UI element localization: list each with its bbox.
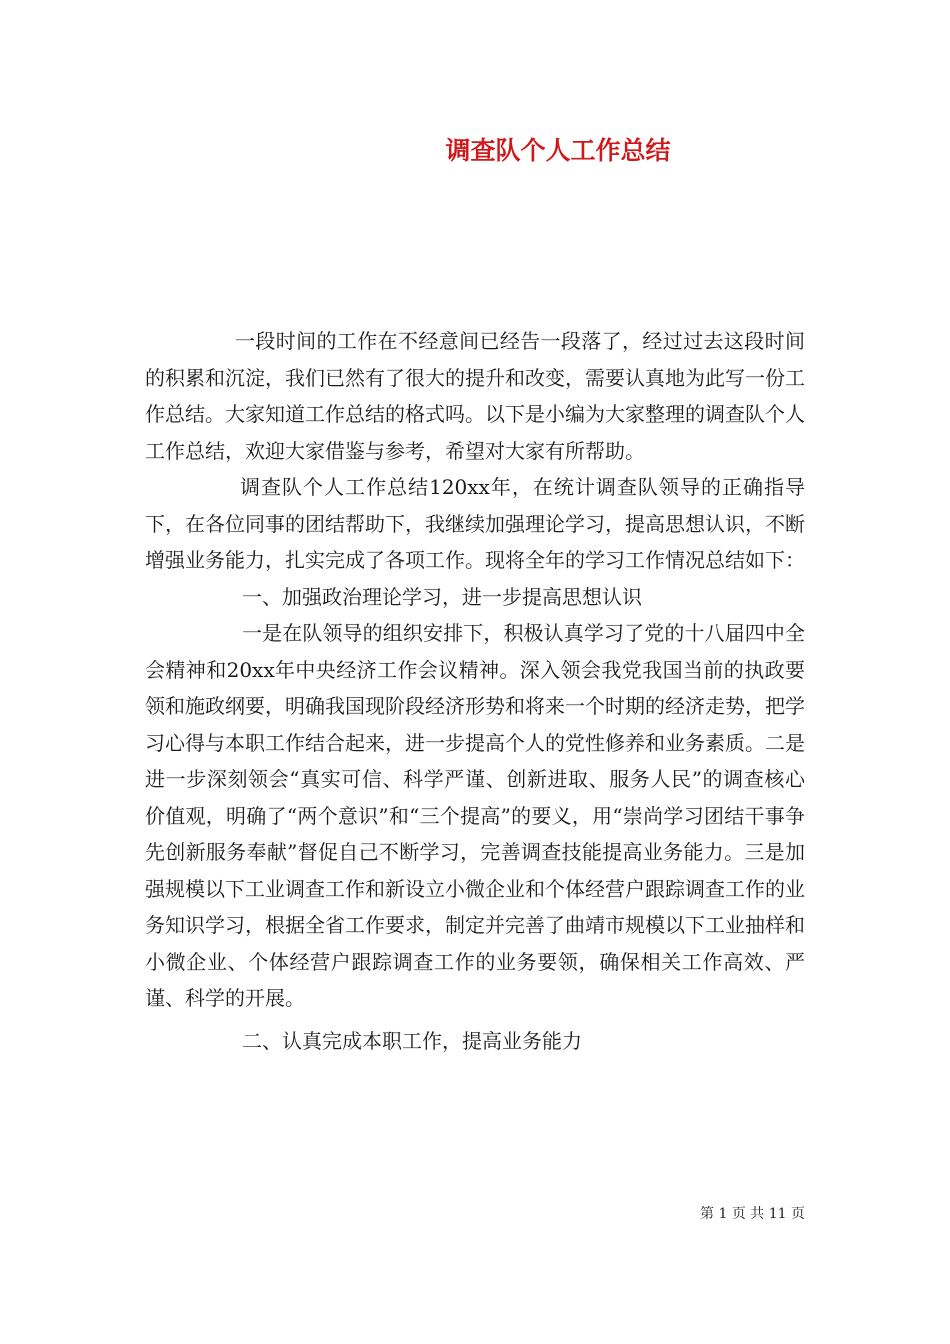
paragraph-section-1: 一是在队领导的组织安排下，积极认真学习了党的十八届四中全会精神和20xx年中央经济工作会议精神。深入领会我党我国当前的执政要领和施政纲要，明确我国现阶段经济形势和将来一个时期的经济走势，把学习心得与本职工作结合起来，进一步提高个人的党性修养和业务素质。二是进一步深刻领会“真实可信、科学严谨、创新进取、服务人民”的调查核心价值观，明确了“两个意识”和“三个提高”的要义，用“崇尚学习团结干事争先创新服务奉献”督促自己不断学习，完善调查技能提高业务能力。三是加强规模以下工业调查工作和新设立小微企业和个体经营户跟踪调查工作的业务知识学习，根据全省工作要求，制定并完善了曲靖市规模以下工业抽样和小微企业、个体经营户跟踪调查工作的业务要领，确保相关工作高效、严谨、科学的开展。 [145,621,805,1010]
paragraph-overview: 调查队个人工作总结120xx年，在统计调查队领导的正确指导下，在各位同事的团结帮助下，我继续加强理论学习，提高思想认识，不断增强业务能力，扎实完成了各项工作。现将全年的学习工作情况总结如下： [145,475,805,572]
document-body [145,323,805,1059]
document-title: 调查队个人工作总结 [445,136,671,165]
section-heading-1: 一、加强政治理论学习，进一步提高思想认识 [242,584,642,609]
page-number: 第 1 页 共 11 页 [700,1206,805,1222]
paragraph-intro: 一段时间的工作在不经意间已经告一段落了，经过过去这段时间的积累和沉淀，我们已然有了很大的提升和改变，需要认真地为此写一份工作总结。大家知道工作总结的格式吗。以下是小编为大家整理的调查队个人工作总结，欢迎大家借鉴与参考，希望对大家有所帮助。 [145,329,805,463]
section-heading-2: 二、认真完成本职工作，提高业务能力 [242,1028,582,1053]
